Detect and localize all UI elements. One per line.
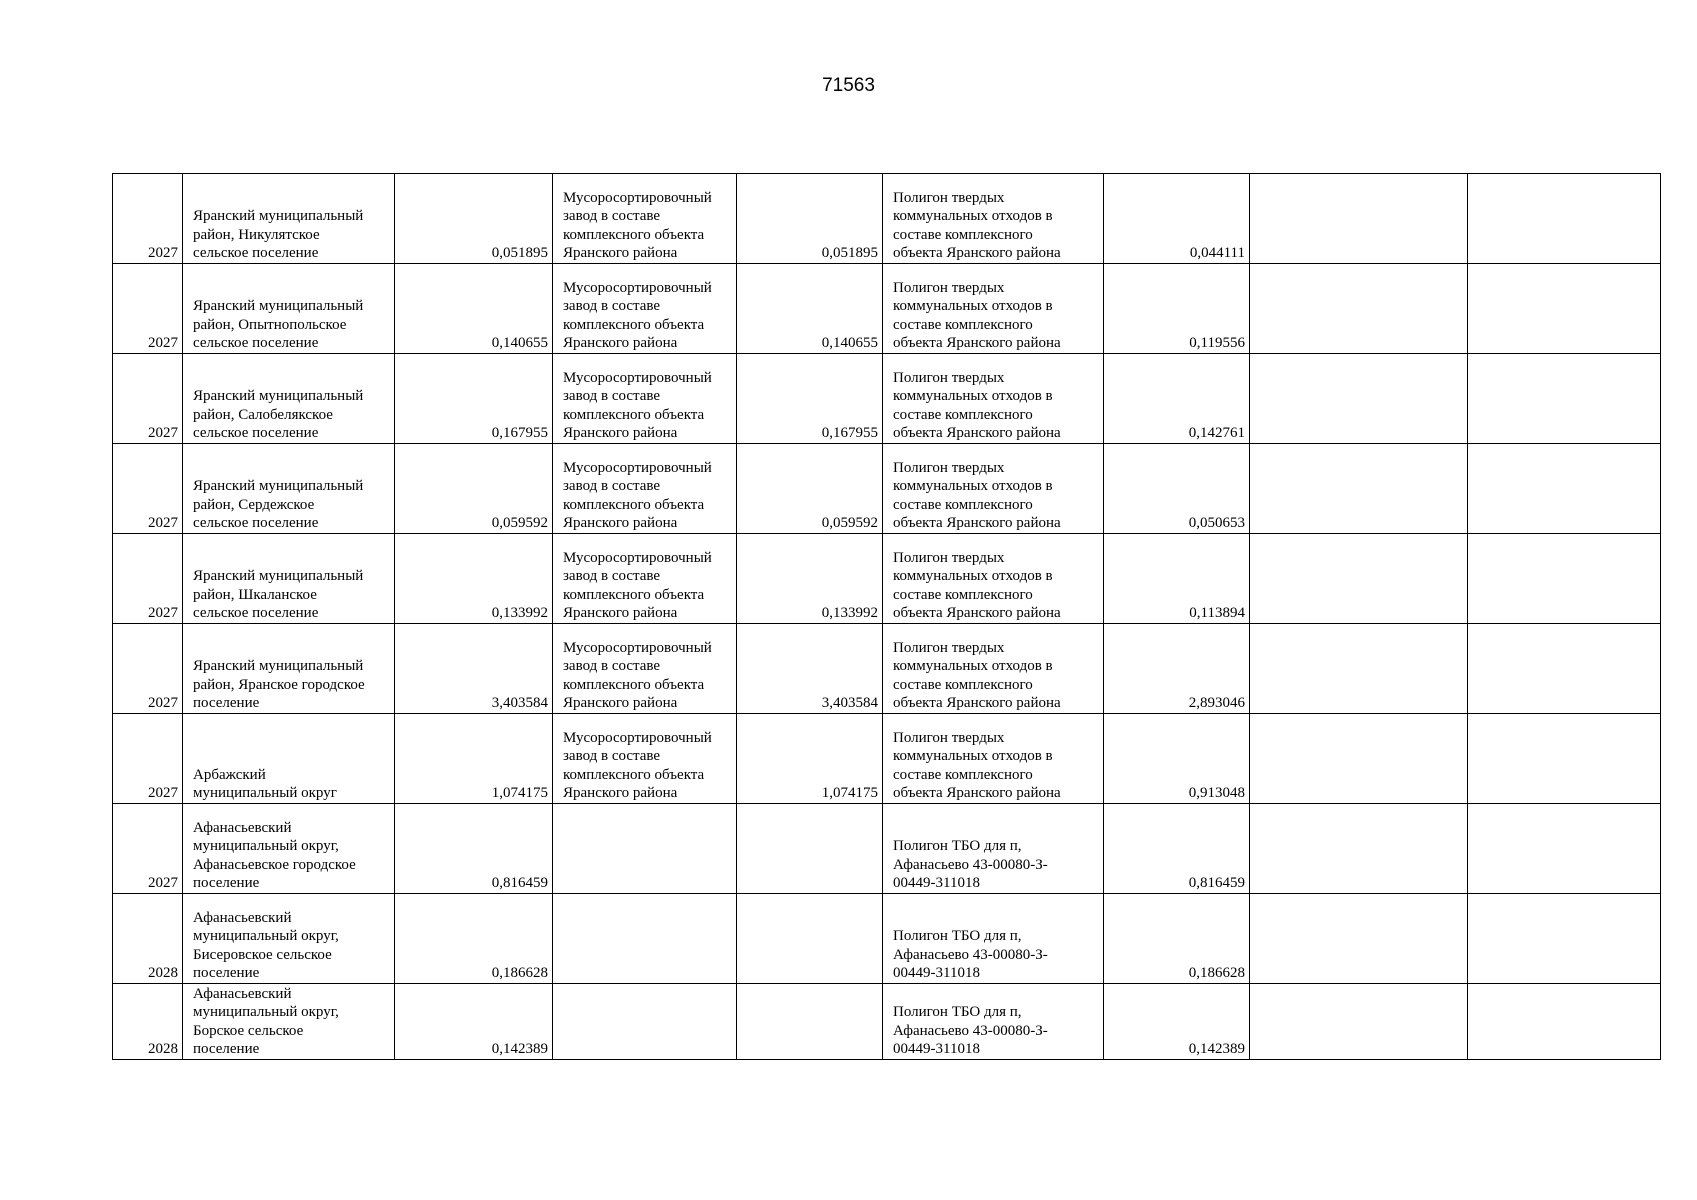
extra-cell-1 [1250, 894, 1468, 984]
volume-generated-cell: 0,140655 [395, 264, 553, 354]
table-row [113, 984, 1661, 1060]
extra-cell-2 [1468, 444, 1661, 534]
table-body [113, 174, 1661, 1060]
volume-generated-cell: 0,051895 [395, 174, 553, 264]
page-number: 71563 [822, 75, 875, 96]
year-cell: 2027 [113, 624, 183, 714]
table-row [113, 624, 1661, 714]
landfill-facility-cell: Полигон твердых коммунальных отходов в составе комплексного объекта Яранского района [883, 354, 1104, 444]
landfill-facility-cell: Полигон ТБО для п, Афанасьево 43-00080-З- 00449-311018 [883, 894, 1104, 984]
year-cell: 2028 [113, 894, 183, 984]
volume-sorting-cell: 0,059592 [737, 444, 883, 534]
table-row [113, 174, 1661, 264]
table-row [113, 534, 1661, 624]
volume-generated-cell: 0,186628 [395, 894, 553, 984]
volume-generated-cell: 0,142389 [395, 984, 553, 1060]
extra-cell-2 [1468, 894, 1661, 984]
sorting-facility-cell: Мусоросортировочный завод в составе комплексного объекта Яранского района [553, 264, 737, 354]
volume-sorting-cell: 0,167955 [737, 354, 883, 444]
municipality-cell: Яранский муниципальный район, Шкаланское сельское поселение [183, 534, 395, 624]
volume-sorting-cell [737, 804, 883, 894]
extra-cell-1 [1250, 534, 1468, 624]
municipality-cell: Яранский муниципальный район, Сердежское сельское поселение [183, 444, 395, 534]
volume-generated-cell: 0,816459 [395, 804, 553, 894]
volume-landfill-cell: 0,816459 [1104, 804, 1250, 894]
extra-cell-1 [1250, 714, 1468, 804]
table-row [113, 354, 1661, 444]
landfill-facility-cell: Полигон твердых коммунальных отходов в составе комплексного объекта Яранского района [883, 714, 1104, 804]
year-cell: 2028 [113, 984, 183, 1060]
municipality-cell: Яранский муниципальный район, Салобелякское сельское поселение [183, 354, 395, 444]
volume-generated-cell: 1,074175 [395, 714, 553, 804]
municipality-cell: Афанасьевский муниципальный округ, Бисеровское сельское поселение [183, 894, 395, 984]
year-cell: 2027 [113, 534, 183, 624]
extra-cell-2 [1468, 354, 1661, 444]
volume-landfill-cell: 0,113894 [1104, 534, 1250, 624]
municipality-cell: Афанасьевский муниципальный округ, Афанасьевское городское поселение [183, 804, 395, 894]
extra-cell-1 [1250, 264, 1468, 354]
landfill-facility-cell: Полигон твердых коммунальных отходов в составе комплексного объекта Яранского района [883, 174, 1104, 264]
sorting-facility-cell [553, 984, 737, 1060]
sorting-facility-cell: Мусоросортировочный завод в составе комплексного объекта Яранского района [553, 714, 737, 804]
year-cell: 2027 [113, 714, 183, 804]
year-cell: 2027 [113, 804, 183, 894]
volume-generated-cell: 0,133992 [395, 534, 553, 624]
extra-cell-2 [1468, 624, 1661, 714]
extra-cell-2 [1468, 264, 1661, 354]
extra-cell-2 [1468, 714, 1661, 804]
volume-sorting-cell [737, 984, 883, 1060]
sorting-facility-cell: Мусоросортировочный завод в составе комплексного объекта Яранского района [553, 354, 737, 444]
extra-cell-1 [1250, 804, 1468, 894]
volume-landfill-cell: 0,119556 [1104, 264, 1250, 354]
table-row [113, 264, 1661, 354]
year-cell: 2027 [113, 354, 183, 444]
municipality-cell: Яранский муниципальный район, Яранское городское поселение [183, 624, 395, 714]
municipality-cell: Арбажский муниципальный округ [183, 714, 395, 804]
volume-landfill-cell: 0,142389 [1104, 984, 1250, 1060]
extra-cell-2 [1468, 174, 1661, 264]
municipality-cell: Яранский муниципальный район, Опытнопольское сельское поселение [183, 264, 395, 354]
sorting-facility-cell: Мусоросортировочный завод в составе комплексного объекта Яранского района [553, 444, 737, 534]
volume-generated-cell: 3,403584 [395, 624, 553, 714]
municipality-cell: Афанасьевский муниципальный округ, Борское сельское поселение [183, 984, 395, 1060]
extra-cell-1 [1250, 444, 1468, 534]
volume-generated-cell: 0,059592 [395, 444, 553, 534]
volume-landfill-cell: 0,142761 [1104, 354, 1250, 444]
year-cell: 2027 [113, 444, 183, 534]
volume-landfill-cell: 0,913048 [1104, 714, 1250, 804]
volume-landfill-cell: 0,044111 [1104, 174, 1250, 264]
landfill-facility-cell: Полигон твердых коммунальных отходов в составе комплексного объекта Яранского района [883, 264, 1104, 354]
sorting-facility-cell: Мусоросортировочный завод в составе комплексного объекта Яранского района [553, 624, 737, 714]
table-row [113, 444, 1661, 534]
volume-sorting-cell [737, 894, 883, 984]
volume-landfill-cell: 2,893046 [1104, 624, 1250, 714]
extra-cell-2 [1468, 804, 1661, 894]
sorting-facility-cell: Мусоросортировочный завод в составе комплексного объекта Яранского района [553, 534, 737, 624]
volume-landfill-cell: 0,186628 [1104, 894, 1250, 984]
volume-sorting-cell: 1,074175 [737, 714, 883, 804]
table-row [113, 894, 1661, 984]
table-row [113, 804, 1661, 894]
table-row [113, 714, 1661, 804]
sorting-facility-cell: Мусоросортировочный завод в составе комплексного объекта Яранского района [553, 174, 737, 264]
volume-sorting-cell: 0,051895 [737, 174, 883, 264]
waste-flow-table [112, 173, 1661, 1060]
extra-cell-2 [1468, 984, 1661, 1060]
extra-cell-1 [1250, 174, 1468, 264]
year-cell: 2027 [113, 174, 183, 264]
sorting-facility-cell [553, 894, 737, 984]
extra-cell-2 [1468, 534, 1661, 624]
extra-cell-1 [1250, 354, 1468, 444]
volume-landfill-cell: 0,050653 [1104, 444, 1250, 534]
volume-sorting-cell: 0,140655 [737, 264, 883, 354]
landfill-facility-cell: Полигон ТБО для п, Афанасьево 43-00080-З- 00449-311018 [883, 804, 1104, 894]
volume-sorting-cell: 0,133992 [737, 534, 883, 624]
landfill-facility-cell: Полигон твердых коммунальных отходов в составе комплексного объекта Яранского района [883, 624, 1104, 714]
landfill-facility-cell: Полигон ТБО для п, Афанасьево 43-00080-З- 00449-311018 [883, 984, 1104, 1060]
sorting-facility-cell [553, 804, 737, 894]
volume-sorting-cell: 3,403584 [737, 624, 883, 714]
volume-generated-cell: 0,167955 [395, 354, 553, 444]
landfill-facility-cell: Полигон твердых коммунальных отходов в составе комплексного объекта Яранского района [883, 444, 1104, 534]
year-cell: 2027 [113, 264, 183, 354]
extra-cell-1 [1250, 984, 1468, 1060]
municipality-cell: Яранский муниципальный район, Никулятское сельское поселение [183, 174, 395, 264]
extra-cell-1 [1250, 624, 1468, 714]
landfill-facility-cell: Полигон твердых коммунальных отходов в составе комплексного объекта Яранского района [883, 534, 1104, 624]
